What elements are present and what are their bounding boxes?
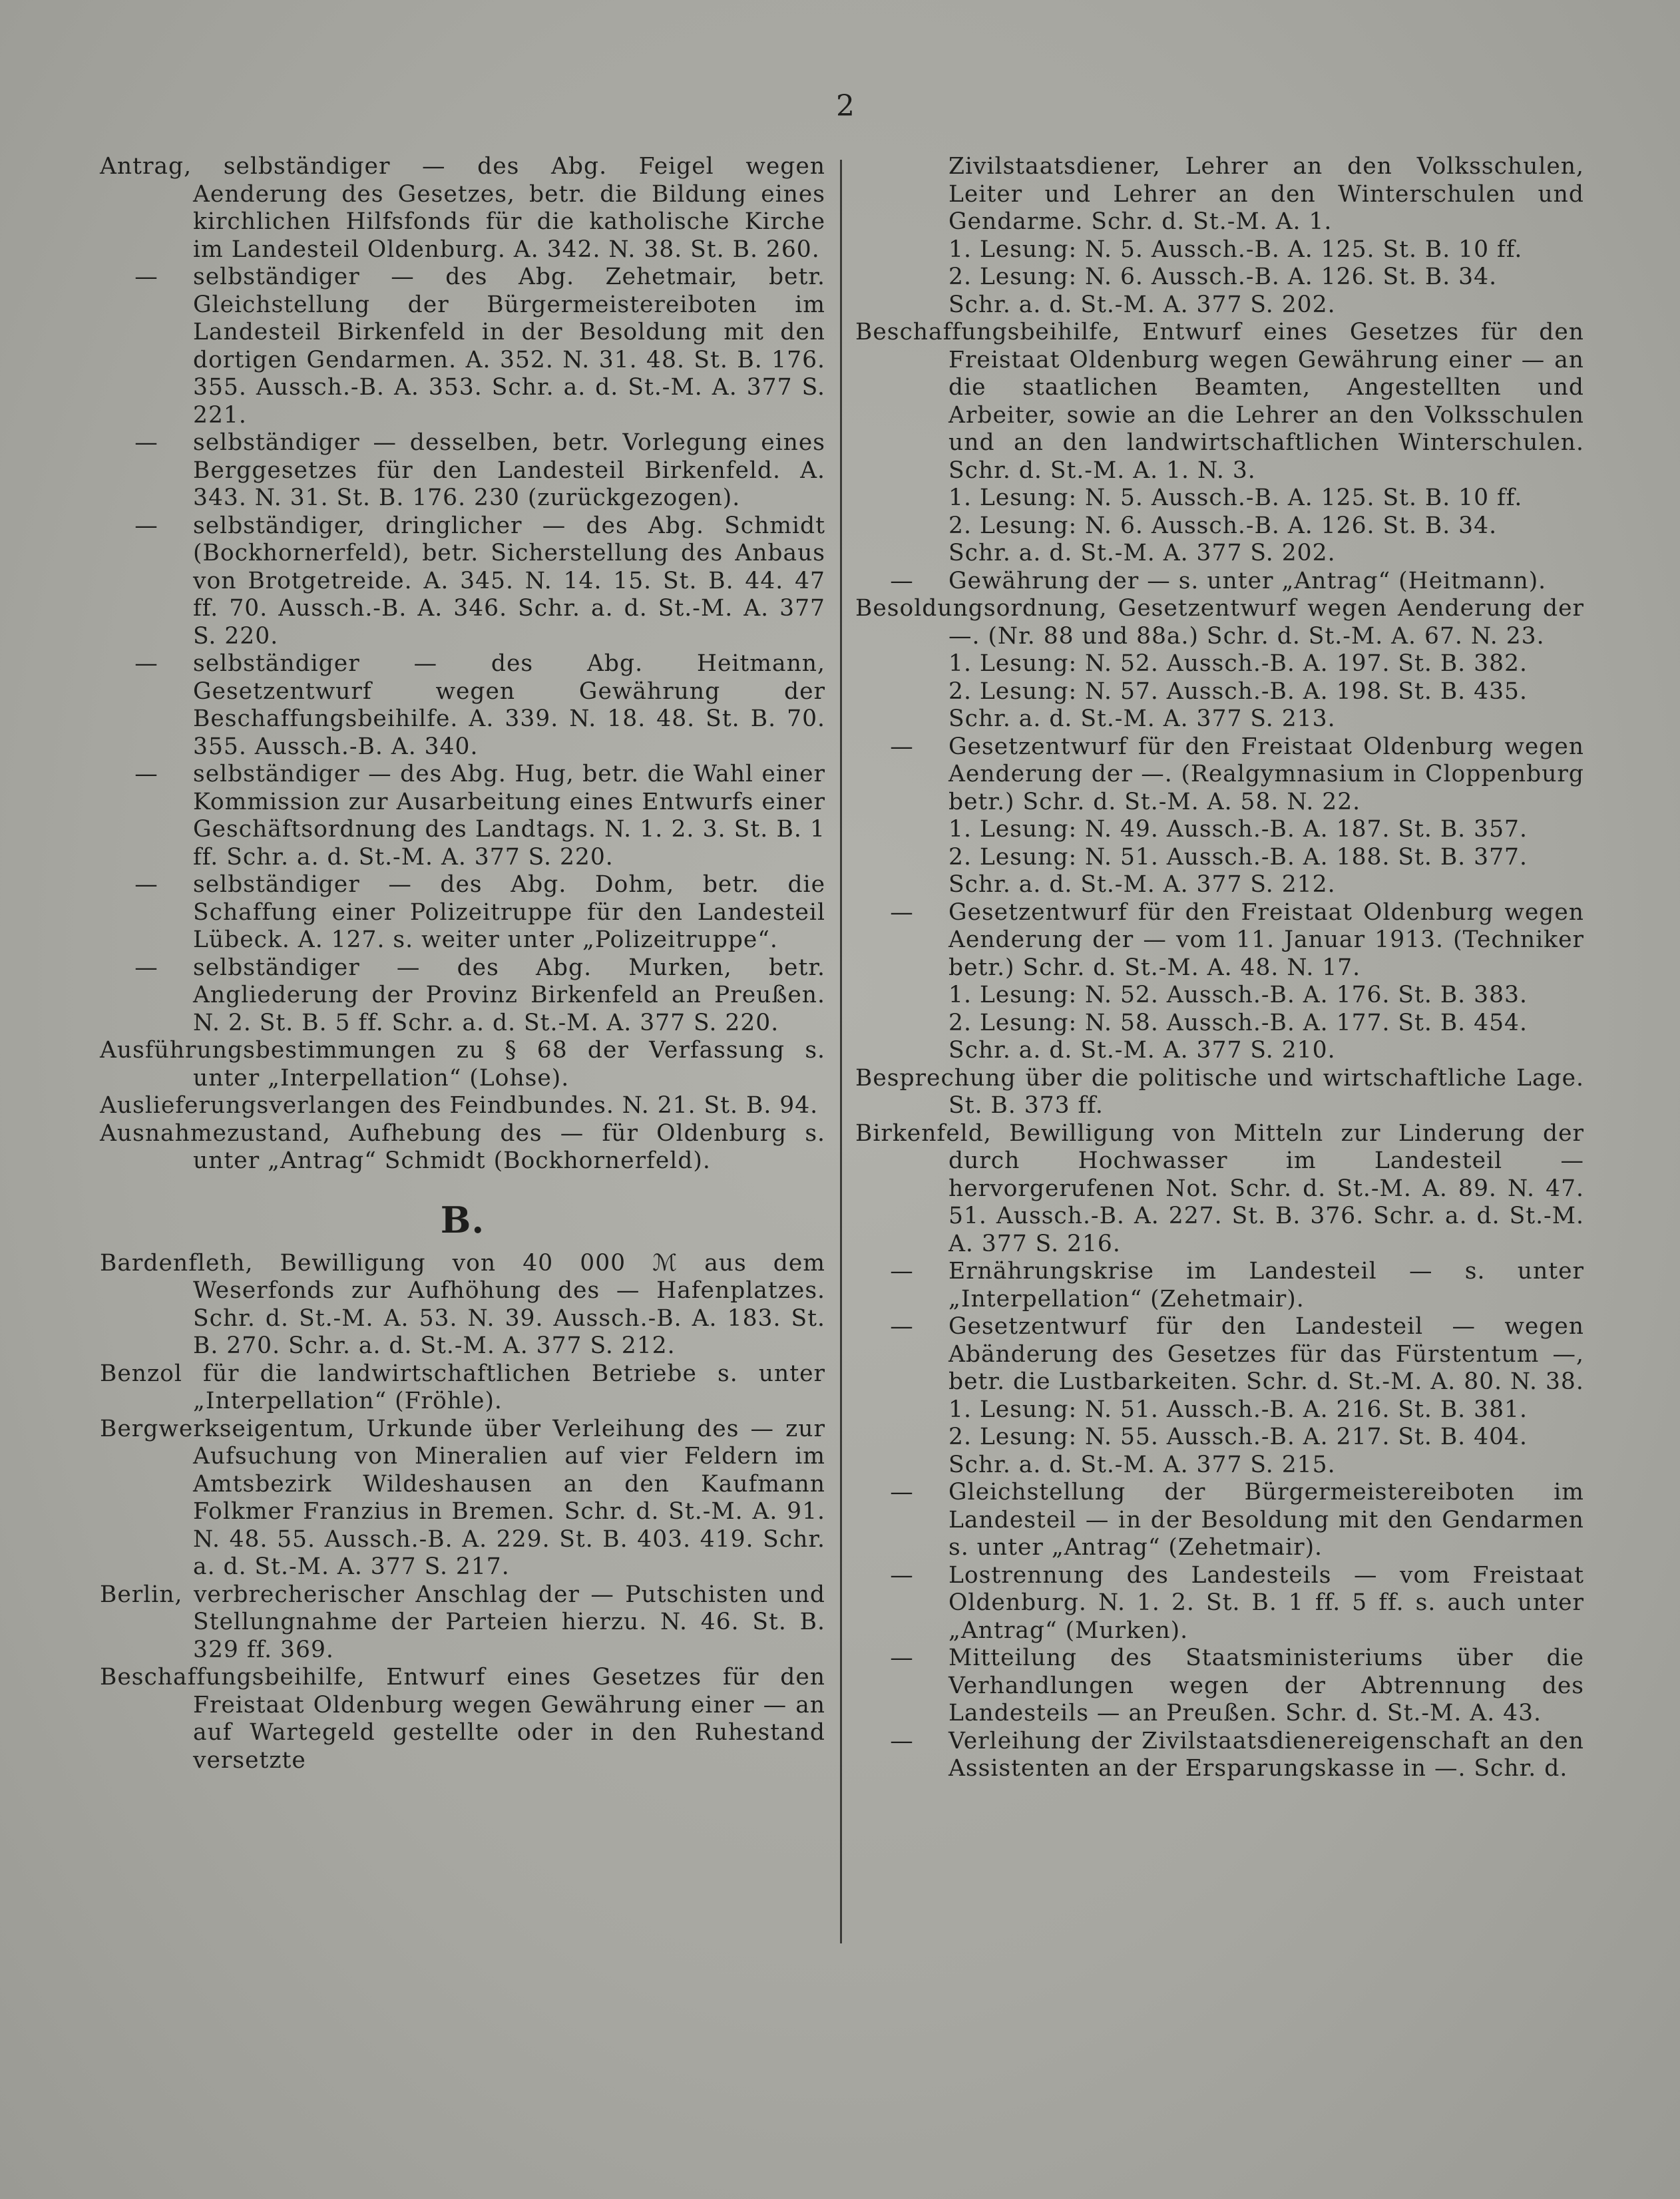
- reading-line: 1. Lesung: N. 51. Aussch.-B. A. 216. St. B. 381.: [948, 1396, 1528, 1423]
- reading-line: Schr. a. d. St.-M. A. 377 S. 213.: [948, 705, 1336, 732]
- dash-marker: —: [134, 954, 158, 981]
- reading-block: [855, 236, 1584, 319]
- dash-marker: —: [890, 1727, 914, 1754]
- index-entry: Benzol für die landwirtschaftlichen Betriebe s. unter „Interpellation“ (Fröhle).: [100, 1360, 825, 1414]
- index-subentry: [855, 1562, 1584, 1645]
- reading-line: Schr. a. d. St.-M. A. 377 S. 202.: [948, 540, 1336, 566]
- section-heading-b: B.: [440, 1198, 485, 1241]
- reading-line: 1. Lesung: N. 5. Aussch.-B. A. 125. St. B. 10 ff.: [948, 236, 1523, 263]
- index-entry: Auslieferungsverlangen des Feindbundes. N. 21. St. B. 94.: [100, 1092, 819, 1119]
- dash-marker: —: [890, 733, 914, 760]
- index-subentry: [100, 429, 825, 512]
- dash-marker: —: [890, 1645, 914, 1671]
- index-subentry: [855, 1313, 1584, 1396]
- reading-line: Schr. a. d. St.-M. A. 377 S. 202.: [948, 291, 1336, 318]
- index-entry: Besprechung über die politische und wirtschaftliche Lage. St. B. 373 ff.: [855, 1064, 1584, 1119]
- index-entry: Bergwerkseigentum, Urkunde über Verleihung des — zur Aufsuchung von Mineralien auf vier Feldern im Amtsbezirk Wildeshausen an den Kaufmann Folkmer Franzius in Bremen. Schr. d. St.-M. A. 91. N. 48. 55. Aussch.-B. A. 229. St. B. 403. 419. Schr. a. d. St.-M. A. 377 S. 217.: [100, 1415, 825, 1580]
- index-subentry: [100, 954, 825, 1038]
- index-subentry: [855, 733, 1584, 817]
- reading-block: [855, 982, 1584, 1065]
- subentry-text: selbständiger — desselben, betr. Vorlegung eines Berggesetzes für den Landesteil Birkenfeld. A. 343. N. 31. St. B. 176. 230 (zurückgezogen).: [193, 429, 825, 511]
- dash-marker: —: [134, 650, 158, 677]
- index-subentry: [100, 871, 825, 954]
- subentry-text: selbständiger — des Abg. Dohm, betr. die Schaffung einer Polizeitruppe für den Landesteil Lübeck. A. 127. s. weiter unter „Polizeitruppe“.: [193, 871, 825, 953]
- reading-block: [855, 650, 1584, 733]
- reading-line: 2. Lesung: N. 55. Aussch.-B. A. 217. St. B. 404.: [948, 1424, 1528, 1450]
- reading-block: [855, 816, 1584, 899]
- index-column-left: [100, 153, 825, 1774]
- dash-marker: —: [134, 512, 158, 539]
- reading-line: 2. Lesung: N. 6. Aussch.-B. A. 126. St. B. 34.: [948, 512, 1498, 539]
- subentry-text: Gesetzentwurf für den Freistaat Oldenburg wegen Aenderung der — vom 11. Januar 1913. (Techniker betr.) Schr. d. St.-M. A. 48. N. 17.: [948, 899, 1584, 981]
- dash-marker: —: [134, 761, 158, 787]
- subentry-text: selbständiger, dringlicher — des Abg. Schmidt (Bockhornerfeld), betr. Sicherstellung des Anbaus von Brotgetreide. A. 345. N. 14. 15. St. B. 44. 47 ff. 70. Aussch.-B. A. 346. Schr. a. d. St.-M. A. 377 S. 220.: [193, 512, 825, 650]
- reading-block: [855, 1396, 1584, 1480]
- reading-line: 2. Lesung: N. 6. Aussch.-B. A. 126. St. B. 34.: [948, 264, 1498, 290]
- index-entry: Antrag, selbständiger — des Abg. Feigel wegen Aenderung des Gesetzes, betr. die Bildung eines kirchlichen Hilfsfonds für die katholische Kirche im Landesteil Oldenburg. A. 342. N. 38. St. B. 260.: [100, 153, 825, 263]
- index-subentry: [100, 761, 825, 871]
- reading-line: Schr. a. d. St.-M. A. 377 S. 210.: [948, 1037, 1336, 1064]
- reading-line: 1. Lesung: N. 52. Aussch.-B. A. 197. St. B. 382.: [948, 650, 1528, 677]
- index-subentry: [855, 568, 1584, 596]
- index-entry: Berlin, verbrecherischer Anschlag der — Putschisten und Stellungnahme der Parteien hierzu. N. 46. St. B. 329 ff. 369.: [100, 1581, 825, 1663]
- dash-marker: —: [890, 1313, 914, 1340]
- reading-line: 2. Lesung: N. 58. Aussch.-B. A. 177. St. B. 454.: [948, 1009, 1528, 1036]
- subentry-text: Gewährung der — s. unter „Antrag“ (Heitmann).: [948, 567, 1547, 594]
- index-subentry: [855, 1645, 1584, 1728]
- reading-line: 1. Lesung: N. 52. Aussch.-B. A. 176. St. B. 383.: [948, 982, 1528, 1008]
- reading-block: [855, 485, 1584, 568]
- subentry-text: Verleihung der Zivilstaatsdienereigenschaft an den Assistenten an der Ersparungskasse in —. Schr. d.: [948, 1727, 1584, 1782]
- continued-entry: Zivilstaatsdiener, Lehrer an den Volksschulen, Leiter und Lehrer an den Winterschulen und Gendarme. Schr. d. St.-M. A. 1.: [948, 153, 1584, 235]
- dash-marker: —: [890, 567, 914, 594]
- subentry-text: Ernährungskrise im Landesteil — s. unter „Interpellation“ (Zehetmair).: [948, 1258, 1584, 1312]
- subentry-text: Gesetzentwurf für den Freistaat Oldenburg wegen Aenderung der —. (Realgymnasium in Cloppenburg betr.) Schr. d. St.-M. A. 58. N. 22.: [948, 733, 1584, 815]
- dash-marker: —: [134, 264, 158, 290]
- page-number: 2: [836, 89, 855, 123]
- dash-marker: —: [134, 429, 158, 456]
- index-entry: Besoldungsordnung, Gesetzentwurf wegen Aenderung der —. (Nr. 88 und 88a.) Schr. d. St.-M. A. 67. N. 23.: [855, 595, 1584, 650]
- index-entry: Beschaffungsbeihilfe, Entwurf eines Gesetzes für den Freistaat Oldenburg wegen Gewährung einer — an die staatlichen Beamten, Angestellten und Arbeiter, sowie an die Lehrer an den Volksschulen und an den landwirtschaftlichen Winterschulen. Schr. d. St.-M. A. 1. N. 3.: [855, 319, 1584, 484]
- index-subentry: [100, 512, 825, 651]
- index-subentry: [855, 1258, 1584, 1313]
- index-entry: Ausnahmezustand, Aufhebung des — für Oldenburg s. unter „Antrag“ Schmidt (Bockhornerfeld).: [100, 1119, 825, 1174]
- subentry-text: Mitteilung des Staatsministeriums über die Verhandlungen wegen der Abtrennung des Landesteils — an Preußen. Schr. d. St.-M. A. 43.: [948, 1645, 1584, 1726]
- column-divider: [840, 160, 842, 1943]
- subentry-text: selbständiger — des Abg. Heitmann, Gesetzentwurf wegen Gewährung der Beschaffungsbeihilfe. A. 339. N. 18. 48. St. B. 70. 355. Aussch.-B. A. 340.: [193, 650, 825, 760]
- index-subentry: [855, 1479, 1584, 1562]
- reading-line: 2. Lesung: N. 57. Aussch.-B. A. 198. St. B. 435.: [948, 678, 1528, 705]
- reading-line: Schr. a. d. St.-M. A. 377 S. 212.: [948, 871, 1336, 898]
- dash-marker: —: [890, 899, 914, 926]
- index-subentry: [100, 264, 825, 429]
- subentry-text: selbständiger — des Abg. Hug, betr. die Wahl einer Kommission zur Ausarbeitung eines Entwurfs einer Geschäftsordnung des Landtags. N. 1. 2. 3. St. B. 1 ff. Schr. a. d. St.-M. A. 377 S. 220.: [193, 761, 825, 871]
- dash-marker: —: [890, 1258, 914, 1285]
- index-entry: Beschaffungsbeihilfe, Entwurf eines Gesetzes für den Freistaat Oldenburg wegen Gewährung einer — an auf Wartegeld gestellte oder in den Ruhestand versetzte: [100, 1664, 825, 1774]
- index-entry: Ausführungsbestimmungen zu § 68 der Verfassung s. unter „Interpellation“ (Lohse).: [100, 1037, 825, 1092]
- subentry-text: selbständiger — des Abg. Zehetmair, betr. Gleichstellung der Bürgermeistereiboten im Landesteil Birkenfeld in der Besoldung mit den dortigen Gendarmen. A. 352. N. 31. 48. St. B. 176. 355. Aussch.-B. A. 353. Schr. a. d. St.-M. A. 377 S. 221.: [193, 264, 825, 429]
- reading-line: 2. Lesung: N. 51. Aussch.-B. A. 188. St. B. 377.: [948, 843, 1528, 871]
- index-subentry: [100, 650, 825, 761]
- index-entry: Birkenfeld, Bewilligung von Mitteln zur Linderung der durch Hochwasser im Landesteil — hervorgerufenen Not. Schr. d. St.-M. A. 89. N. 47. 51. Aussch.-B. A. 227. St. B. 376. Schr. a. d. St.-M. A. 377 S. 216.: [855, 1119, 1584, 1257]
- subentry-text: Gesetzentwurf für den Landesteil — wegen Abänderung des Gesetzes für das Fürstentum —, betr. die Lustbarkeiten. Schr. d. St.-M. A. 80. N. 38.: [948, 1313, 1584, 1395]
- index-subentry: [855, 1728, 1584, 1783]
- index-entry: Bardenfleth, Bewilligung von 40 000 ℳ aus dem Weserfonds zur Aufhöhung des — Hafenplatzes. Schr. d. St.-M. A. 53. N. 39. Aussch.-B. A. 183. St. B. 270. Schr. a. d. St.-M. A. 377 S. 212.: [100, 1249, 825, 1359]
- reading-line: Schr. a. d. St.-M. A. 377 S. 215.: [948, 1451, 1336, 1478]
- dash-marker: —: [890, 1561, 914, 1589]
- reading-line: 1. Lesung: N. 49. Aussch.-B. A. 187. St. B. 357.: [948, 816, 1528, 843]
- dash-marker: —: [134, 871, 158, 898]
- index-column-right: [855, 153, 1584, 1783]
- dash-marker: —: [890, 1479, 914, 1505]
- reading-line: 1. Lesung: N. 5. Aussch.-B. A. 125. St. B. 10 ff.: [948, 485, 1523, 511]
- index-subentry: [855, 899, 1584, 982]
- subentry-text: Gleichstellung der Bürgermeistereiboten im Landesteil — in der Besoldung mit den Gendarmen s. unter „Antrag“ (Zehetmair).: [948, 1479, 1584, 1561]
- subentry-text: selbständiger — des Abg. Murken, betr. Angliederung der Provinz Birkenfeld an Preußen. N. 2. St. B. 5 ff. Schr. a. d. St.-M. A. 377 S. 220.: [193, 954, 825, 1036]
- subentry-text: Lostrennung des Landesteils — vom Freistaat Oldenburg. N. 1. 2. St. B. 1 ff. 5 ff. s. auch unter „Antrag“ (Murken).: [948, 1561, 1584, 1644]
